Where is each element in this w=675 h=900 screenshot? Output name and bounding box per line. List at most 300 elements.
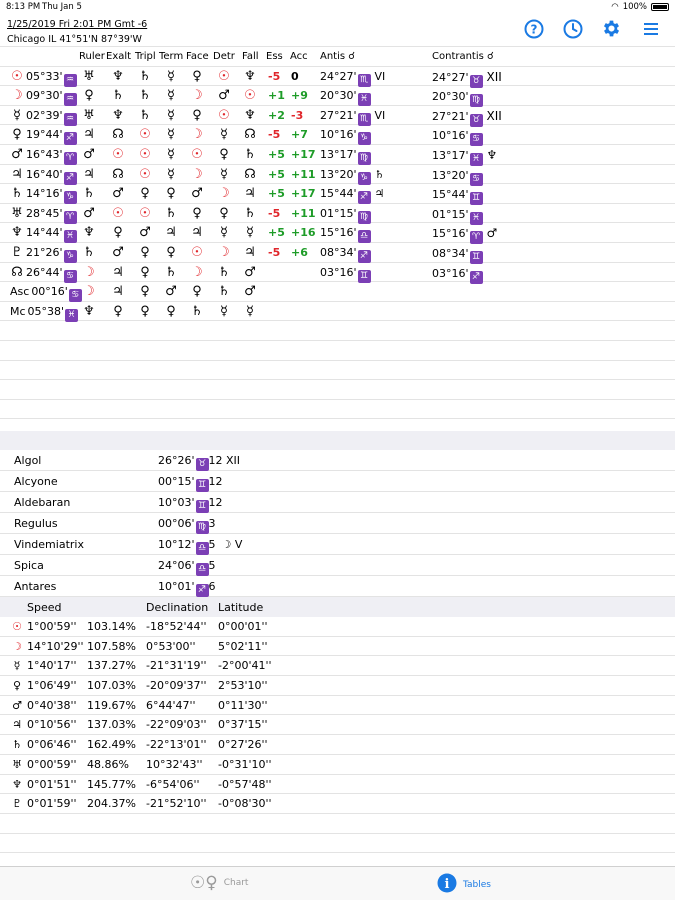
chart-datetime[interactable]: 1/25/2019 Fri 2:01 PM Gmt -6	[7, 19, 148, 30]
contrantis-position: 15°16'	[432, 227, 469, 241]
dignity-fall: ♃	[244, 186, 256, 202]
antis-cell	[320, 89, 375, 106]
dignity-ruler: ☽	[83, 284, 95, 300]
acc-score: +7	[291, 128, 308, 142]
planet-glyph: ♄	[12, 738, 22, 752]
planet-cell	[10, 168, 77, 185]
sign-box: ♋	[470, 173, 483, 186]
empty-row	[0, 814, 675, 834]
contrantis-cell	[432, 70, 502, 88]
dignities-rows	[0, 67, 675, 322]
antis-cell	[320, 226, 375, 243]
speed-header-row	[0, 597, 675, 617]
star-row	[0, 492, 675, 513]
star-house: 3	[208, 517, 216, 530]
tab-chart[interactable]	[190, 873, 248, 893]
latitude-value: -0°08'30''	[218, 797, 272, 811]
sign-box: ♐	[64, 172, 77, 185]
col-term: Term	[159, 51, 184, 62]
ess-score: +1	[268, 89, 285, 103]
sign-box: ♑	[358, 172, 371, 185]
ess-score: -5	[268, 128, 281, 142]
dignity-exalt: ♆	[112, 68, 124, 84]
dignity-ruler: ♀	[84, 88, 94, 104]
latitude-value: 0°00'01''	[218, 620, 268, 633]
speed-percent: 103.14%	[87, 620, 136, 633]
planet-glyph: Mc	[10, 304, 26, 318]
speed-row	[0, 794, 675, 814]
latitude-value: 2°53'10''	[218, 679, 268, 693]
declination-value: 10°32'43''	[146, 757, 203, 771]
antis-position: 20°30'	[320, 89, 357, 103]
acc-score: +6	[291, 245, 308, 259]
dignity-ruler: ♃	[83, 166, 95, 182]
fixed-stars-table	[0, 450, 675, 597]
sign-box: ♑	[64, 250, 77, 263]
sign-box: ♎	[358, 230, 371, 243]
sign-box: ♑	[64, 191, 77, 204]
star-row	[0, 513, 675, 534]
dignity-face: ☽	[191, 264, 203, 280]
star-house: 5	[208, 559, 216, 572]
antis-cell	[320, 128, 375, 145]
planet-glyph: ♃	[11, 166, 23, 182]
star-name: Alcyone	[14, 475, 58, 488]
dignity-row	[0, 282, 675, 302]
antis-cell	[320, 109, 385, 126]
col-exalt: Exalt	[106, 51, 132, 62]
star-degree: 26°26'	[158, 454, 195, 467]
sign-box: ♏	[358, 113, 371, 126]
ess-score: +5	[268, 147, 285, 161]
speed-row	[0, 755, 675, 775]
dignity-row	[0, 302, 675, 322]
col-speed: Speed	[27, 601, 62, 614]
dignity-face: ☽	[191, 127, 203, 143]
speed-row	[0, 617, 675, 637]
toolbar	[523, 18, 661, 39]
star-name: Vindemiatrix	[14, 538, 84, 551]
star-name: Aldebaran	[14, 496, 71, 509]
dignity-tripl: ♄	[139, 88, 151, 104]
star-row	[0, 555, 675, 576]
speed-value: 0°10'56''	[27, 718, 77, 732]
clock-icon[interactable]	[562, 18, 583, 39]
gear-icon[interactable]	[601, 18, 622, 39]
declination-value: 6°44'47''	[146, 698, 196, 712]
speed-value: 1°06'49''	[27, 679, 77, 693]
sign-box: ♍	[196, 521, 209, 534]
dignity-term: ♄	[165, 264, 177, 280]
dignity-fall: ♂	[244, 264, 256, 280]
planet-glyph: ♃	[12, 718, 22, 732]
dignity-face: ☽	[191, 88, 203, 104]
acc-score: +11	[291, 206, 316, 220]
speed-percent: 204.37%	[87, 797, 136, 811]
latitude-value: 0°11'30''	[218, 698, 268, 712]
latitude-value: 5°02'11''	[218, 639, 268, 653]
sign-box: ♈	[64, 152, 77, 165]
sign-box: ♊	[196, 500, 209, 513]
dignity-face: ♀	[192, 205, 202, 221]
planet-glyph: ♆	[12, 777, 22, 791]
info-icon	[437, 873, 457, 896]
sign-box: ♎	[196, 563, 209, 576]
sign-box: ♑	[358, 132, 371, 145]
dignity-face: ♄	[191, 303, 203, 319]
svg-text:?: ?	[530, 22, 537, 36]
planet-glyph: ♅	[11, 205, 23, 221]
sign-box: ♉	[470, 75, 483, 88]
dignity-fall: ☊	[244, 166, 256, 182]
planet-cell	[10, 70, 77, 87]
latitude-value: -0°57'48''	[218, 777, 272, 791]
dignity-row	[0, 204, 675, 224]
planet-position: 16°43'	[26, 147, 63, 161]
sign-box: ♏	[358, 74, 371, 87]
planet-position: 14°16'	[26, 187, 63, 201]
dignity-exalt: ♆	[112, 107, 124, 123]
dignity-detr: ☽	[218, 186, 230, 202]
contrantis-extra: XII	[486, 108, 502, 123]
speed-value: 1°40'17''	[27, 659, 77, 673]
antis-position: 10°16'	[320, 128, 357, 142]
planet-glyph: Asc	[10, 285, 30, 299]
dignity-term: ☿	[167, 88, 175, 104]
dignity-tripl: ♄	[139, 107, 151, 123]
dignity-row	[0, 184, 675, 204]
latitude-value: -0°31'10''	[218, 757, 272, 771]
sign-box: ♉	[196, 458, 209, 471]
dignity-exalt: ♀	[113, 303, 123, 319]
star-name: Spica	[14, 559, 44, 572]
speed-percent: 119.67%	[87, 698, 136, 712]
planet-glyph: ☽	[12, 639, 22, 653]
sign-box: ♐	[358, 191, 371, 204]
declination-value: -20°09'37''	[146, 679, 207, 693]
antis-extra: VI	[374, 69, 386, 83]
planet-cell	[10, 148, 77, 165]
planet-cell	[10, 89, 77, 106]
planet-glyph: ☿	[13, 659, 21, 673]
planet-position: 26°44'	[26, 265, 63, 279]
sign-box: ♍	[470, 94, 483, 107]
contrantis-position: 13°17'	[432, 148, 469, 162]
star-position	[158, 496, 223, 513]
speed-row	[0, 715, 675, 735]
dignity-tripl: ♀	[140, 264, 150, 280]
sign-box: ♓	[470, 212, 483, 225]
tab-tables-label: Tables	[463, 879, 491, 890]
dignity-row	[0, 125, 675, 145]
battery-icon	[651, 3, 669, 11]
speed-percent: 145.77%	[87, 777, 136, 791]
planet-glyph: ♀	[12, 127, 22, 143]
star-row	[0, 534, 675, 555]
ess-score: -5	[268, 245, 281, 259]
dignity-detr: ♂	[218, 88, 230, 104]
dignity-fall: ♆	[244, 68, 256, 84]
dignity-row	[0, 86, 675, 106]
dignity-fall: ☉	[244, 88, 256, 104]
speed-percent: 137.27%	[87, 659, 136, 673]
contrantis-position: 08°34'	[432, 246, 469, 260]
dignity-detr: ☉	[218, 68, 230, 84]
dignity-fall: ♆	[244, 107, 256, 123]
dignity-detr: ♄	[218, 284, 230, 300]
wifi-icon: ◠	[611, 2, 619, 12]
antis-position: 03°16'	[320, 265, 357, 279]
star-house: 12 XII	[208, 454, 241, 467]
star-degree: 10°12'	[158, 538, 195, 551]
tab-bar	[0, 866, 675, 900]
declination-value: -22°13'01''	[146, 738, 207, 752]
sign-box: ♐	[64, 132, 77, 145]
dignity-fall: ♄	[244, 205, 256, 221]
dignity-face: ♀	[192, 107, 202, 123]
contrantis-cell	[432, 207, 487, 225]
dignity-face: ☉	[191, 146, 203, 162]
sign-box: ♈	[64, 211, 77, 224]
acc-score: +17	[291, 147, 316, 161]
antis-position: 15°44'	[320, 187, 357, 201]
dignity-row	[0, 263, 675, 283]
contrantis-extra: ♂	[486, 226, 498, 241]
planet-glyph: ☽	[11, 88, 23, 104]
sign-box: ♊	[358, 270, 371, 283]
latitude-value: -2°00'41''	[218, 659, 272, 673]
dignity-fall: ☿	[246, 303, 254, 319]
ess-score: +5	[268, 167, 285, 181]
speed-value: 14°10'29''	[27, 639, 84, 653]
contrantis-position: 20°30'	[432, 90, 469, 104]
dignity-term: ♃	[165, 225, 177, 241]
planet-glyph: ♀	[12, 679, 22, 693]
dignity-term: ♀	[166, 303, 176, 319]
dignity-fall: ☿	[246, 225, 254, 241]
dignity-face: ☽	[191, 166, 203, 182]
dignity-term: ♀	[166, 244, 176, 260]
sign-box: ♓	[64, 230, 77, 243]
sign-box: ♐	[358, 250, 371, 263]
speed-row	[0, 676, 675, 696]
dignity-row	[0, 106, 675, 126]
sign-box: ♊	[470, 192, 483, 205]
dignity-term: ☿	[167, 107, 175, 123]
dignity-ruler: ♆	[83, 303, 95, 319]
contrantis-cell	[432, 168, 487, 186]
star-degree: 24°06'	[158, 559, 195, 572]
antis-cell	[320, 207, 375, 224]
planet-position: 14°44'	[26, 226, 63, 240]
planet-glyph: ☊	[11, 264, 23, 280]
contrantis-cell	[432, 226, 497, 244]
antis-cell	[320, 266, 375, 283]
chart-info	[7, 17, 147, 47]
planet-position: 05°33'	[26, 69, 63, 83]
speed-percent: 137.03%	[87, 718, 136, 732]
speed-percent: 107.58%	[87, 639, 136, 653]
planet-glyph: ♆	[11, 225, 23, 241]
speed-row	[0, 696, 675, 716]
speed-value: 0°00'59''	[27, 757, 77, 771]
dignity-row	[0, 243, 675, 263]
sign-box: ♐	[470, 271, 483, 284]
contrantis-cell	[432, 128, 487, 146]
speed-row	[0, 735, 675, 755]
empty-row	[0, 400, 675, 420]
empty-row	[0, 341, 675, 361]
menu-icon[interactable]	[640, 18, 661, 39]
section-separator	[0, 431, 675, 450]
tab-tables[interactable]	[437, 873, 491, 896]
sign-box: ♎	[196, 542, 209, 555]
speed-row	[0, 775, 675, 795]
contrantis-extra: ♆	[486, 147, 498, 162]
planet-cell	[10, 246, 77, 263]
planet-cell	[10, 266, 77, 283]
dignity-exalt: ☉	[112, 205, 124, 221]
acc-score: +11	[291, 167, 316, 181]
star-position	[158, 580, 216, 597]
planet-position: 21°26'	[26, 245, 63, 259]
antis-position: 15°16'	[320, 226, 357, 240]
dignity-exalt: ♀	[113, 225, 123, 241]
contrantis-cell	[432, 109, 502, 127]
antis-extra: VI	[374, 108, 386, 122]
col-fall: Fall	[242, 51, 259, 62]
planet-cell	[10, 285, 82, 302]
antis-position: 08°34'	[320, 245, 357, 259]
dignity-face: ♃	[191, 225, 203, 241]
dignity-detr: ♀	[219, 205, 229, 221]
dignity-face: ☉	[191, 244, 203, 260]
star-position	[158, 454, 240, 471]
planet-position: 16°40'	[26, 167, 63, 181]
sign-box: ♋	[69, 289, 82, 302]
dignity-tripl: ♀	[140, 186, 150, 202]
dignity-ruler: ♂	[83, 146, 95, 162]
speed-row	[0, 656, 675, 676]
contrantis-cell	[432, 148, 497, 166]
ess-score: -5	[268, 69, 281, 83]
dignity-ruler: ♄	[83, 186, 95, 202]
dignity-term: ☿	[167, 68, 175, 84]
empty-row	[0, 361, 675, 381]
sign-box: ♒	[64, 113, 77, 126]
speed-percent: 162.49%	[87, 738, 136, 752]
dignity-term: ☿	[167, 166, 175, 182]
sign-box: ♍	[358, 211, 371, 224]
sign-box: ♓	[65, 309, 78, 322]
speed-value: 0°06'46''	[27, 738, 77, 752]
contrantis-position: 24°27'	[432, 70, 469, 84]
star-row	[0, 450, 675, 471]
chart-location: Chicago IL 41°51'N 87°39'W	[7, 34, 142, 45]
status-right	[611, 2, 669, 12]
planet-glyph: ♇	[11, 244, 23, 260]
planet-glyph: ☉	[12, 620, 22, 633]
antis-position: 13°17'	[320, 147, 357, 161]
dignity-row	[0, 67, 675, 87]
dignity-detr: ☉	[218, 107, 230, 123]
acc-score: 0	[291, 69, 299, 83]
contrantis-cell	[432, 266, 487, 284]
speed-percent: 107.03%	[87, 679, 136, 693]
col-tripl: Tripl	[135, 51, 156, 62]
battery-percent: 100%	[622, 2, 647, 12]
dignities-table	[0, 47, 675, 419]
dignity-tripl: ♄	[139, 68, 151, 84]
col-ruler: Ruler	[79, 51, 105, 62]
col-detr: Detr	[213, 51, 235, 62]
dignity-term: ♄	[165, 205, 177, 221]
antis-cell	[320, 148, 375, 165]
antis-cell	[320, 168, 384, 185]
planet-cell	[10, 207, 77, 224]
planet-cell	[10, 128, 77, 145]
col-antis: Antis ☌	[320, 51, 355, 62]
col-ess: Ess	[266, 51, 283, 62]
acc-score: +9	[291, 89, 308, 103]
star-name: Algol	[14, 454, 42, 467]
contrantis-position: 10°16'	[432, 129, 469, 143]
declination-value: 0°53'00''	[146, 639, 196, 653]
dignity-detr: ♀	[219, 146, 229, 162]
latitude-value: 0°27'26''	[218, 738, 268, 752]
contrantis-position: 15°44'	[432, 188, 469, 202]
dignity-term: ☿	[167, 146, 175, 162]
declination-value: -6°54'06''	[146, 777, 200, 791]
dignity-ruler: ♃	[83, 127, 95, 143]
antis-cell	[320, 246, 375, 263]
dignity-exalt: ♃	[112, 284, 124, 300]
dignity-detr: ☿	[220, 303, 228, 319]
antis-cell	[320, 70, 385, 87]
planet-glyph: ♄	[11, 186, 23, 202]
star-degree: 00°15'	[158, 475, 195, 488]
dignity-tripl: ♀	[140, 284, 150, 300]
dignity-exalt: ☊	[112, 127, 124, 143]
planet-glyph: ☿	[13, 107, 21, 123]
dignity-tripl: ♂	[139, 225, 151, 241]
planet-position: 19°44'	[26, 128, 63, 142]
ess-score: -5	[268, 206, 281, 220]
dignity-exalt: ♂	[112, 186, 124, 202]
dignity-exalt: ♂	[112, 244, 124, 260]
planet-glyph: ♂	[12, 698, 22, 712]
star-house: 5	[208, 538, 216, 551]
latitude-value: 0°37'15''	[218, 718, 268, 732]
dignity-ruler: ♆	[83, 225, 95, 241]
speed-value: 0°40'38''	[27, 698, 77, 712]
empty-row	[0, 321, 675, 341]
dignity-fall: ☊	[244, 127, 256, 143]
star-house: 12	[208, 496, 223, 509]
antis-extra: ♃	[374, 187, 385, 201]
planet-glyph: ♇	[12, 797, 22, 811]
dignity-fall: ♂	[244, 284, 256, 300]
contrantis-extra: XII	[486, 69, 502, 84]
sign-box: ♍	[358, 152, 371, 165]
planet-cell	[10, 109, 77, 126]
acc-score: +17	[291, 187, 316, 201]
planet-position: 05°38'	[27, 304, 65, 318]
help-icon[interactable]	[523, 18, 544, 39]
dignity-detr: ☽	[218, 244, 230, 260]
dignity-row	[0, 165, 675, 185]
sign-box: ♋	[64, 270, 77, 283]
